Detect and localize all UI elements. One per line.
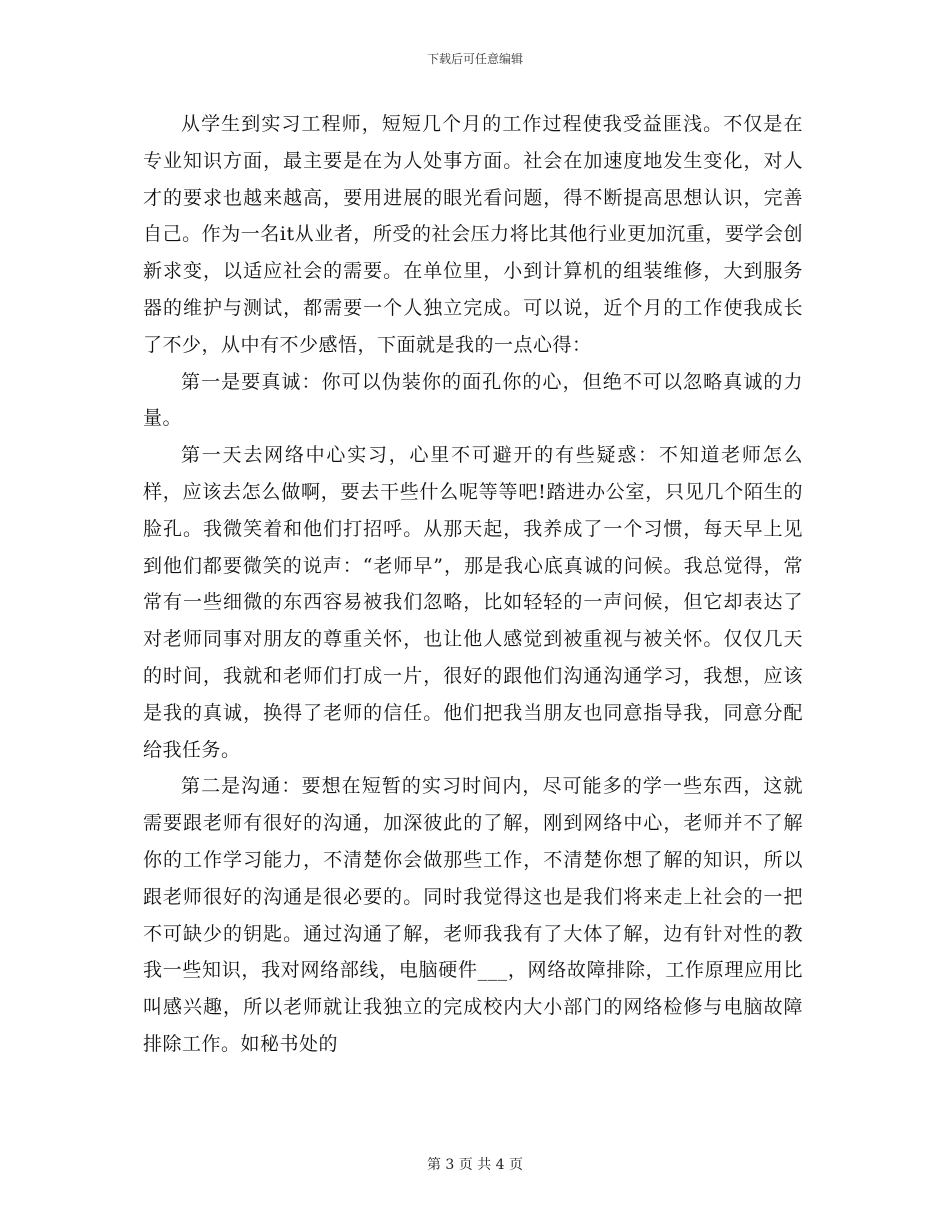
paragraph-intro: 从学生到实习工程师，短短几个月的工作过程使我受益匪浅。不仅是在专业知识方面，最主要是在为人处事方面。社会在加速度地发生变化，对人才的要求也越来越高，要用进展的眼光看问题，得不断提高思想认识，完善自己。作为一名it从业者，所受的社会压力将比其他行业更加沉重，要学会创新求变，以适应社会的需要。在单位里，小到计算机的组装维修，大到服务器的维护与测试，都需要一个人独立完成。可以说，近个月的工作使我成长了不少，从中有不少感悟，下面就是我的一点心得： [143, 113, 803, 356]
document-body [143, 106, 803, 1063]
paragraph-first-day: 第一天去网络中心实习，心里不可避开的有些疑惑：不知道老师怎么样，应该去怎么做啊，要去干些什么呢等等吧!踏进办公室，只见几个陌生的脸孔。我微笑着和他们打招呼。从那天起，我养成了一个习惯，每天早上见到他们都要微笑的说声：“老师早”，那是我心底真诚的问候。我总觉得，常常有一些细微的东西容易被我们忽略，比如轻轻的一声问候，但它却表达了对老师同事对朋友的尊重关怀，也让他人感觉到被重视与被关怀。仅仅几天的时间，我就和老师们打成一片，很好的跟他们沟通沟通学习，我想，应该是我的真诚，换得了老师的信任。他们把我当朋友也同意指导我，同意分配给我任务。 [143, 444, 803, 761]
page-number: 第 3 页 共 4 页 [426, 1157, 524, 1173]
paragraph-sincerity-heading: 第一是要真诚：你可以伪装你的面孔你的心，但绝不可以忽略真诚的力量。 [143, 370, 803, 430]
page-header-note: 下载后可任意编辑 [426, 52, 523, 66]
paragraph-communication: 第二是沟通：要想在短暂的实习时间内，尽可能多的学一些东西，这就需要跟老师有很好的沟通，加深彼此的了解，刚到网络中心，老师并不了解你的工作学习能力，不清楚你会做那些工作，不清楚你想了解的知识，所以跟老师很好的沟通是很必要的。同时我觉得这也是我们将来走上社会的一把不可缺少的钥匙。通过沟通了解，老师我我有了大体了解，边有针对性的教我一些知识，我对网络部线，电脑硬件___，网络故障排除，工作原理应用比叫感兴趣，所以老师就让我独立的完成校内大小部门的网络检修与电脑故障排除工作。如秘书处的 [143, 775, 803, 1055]
